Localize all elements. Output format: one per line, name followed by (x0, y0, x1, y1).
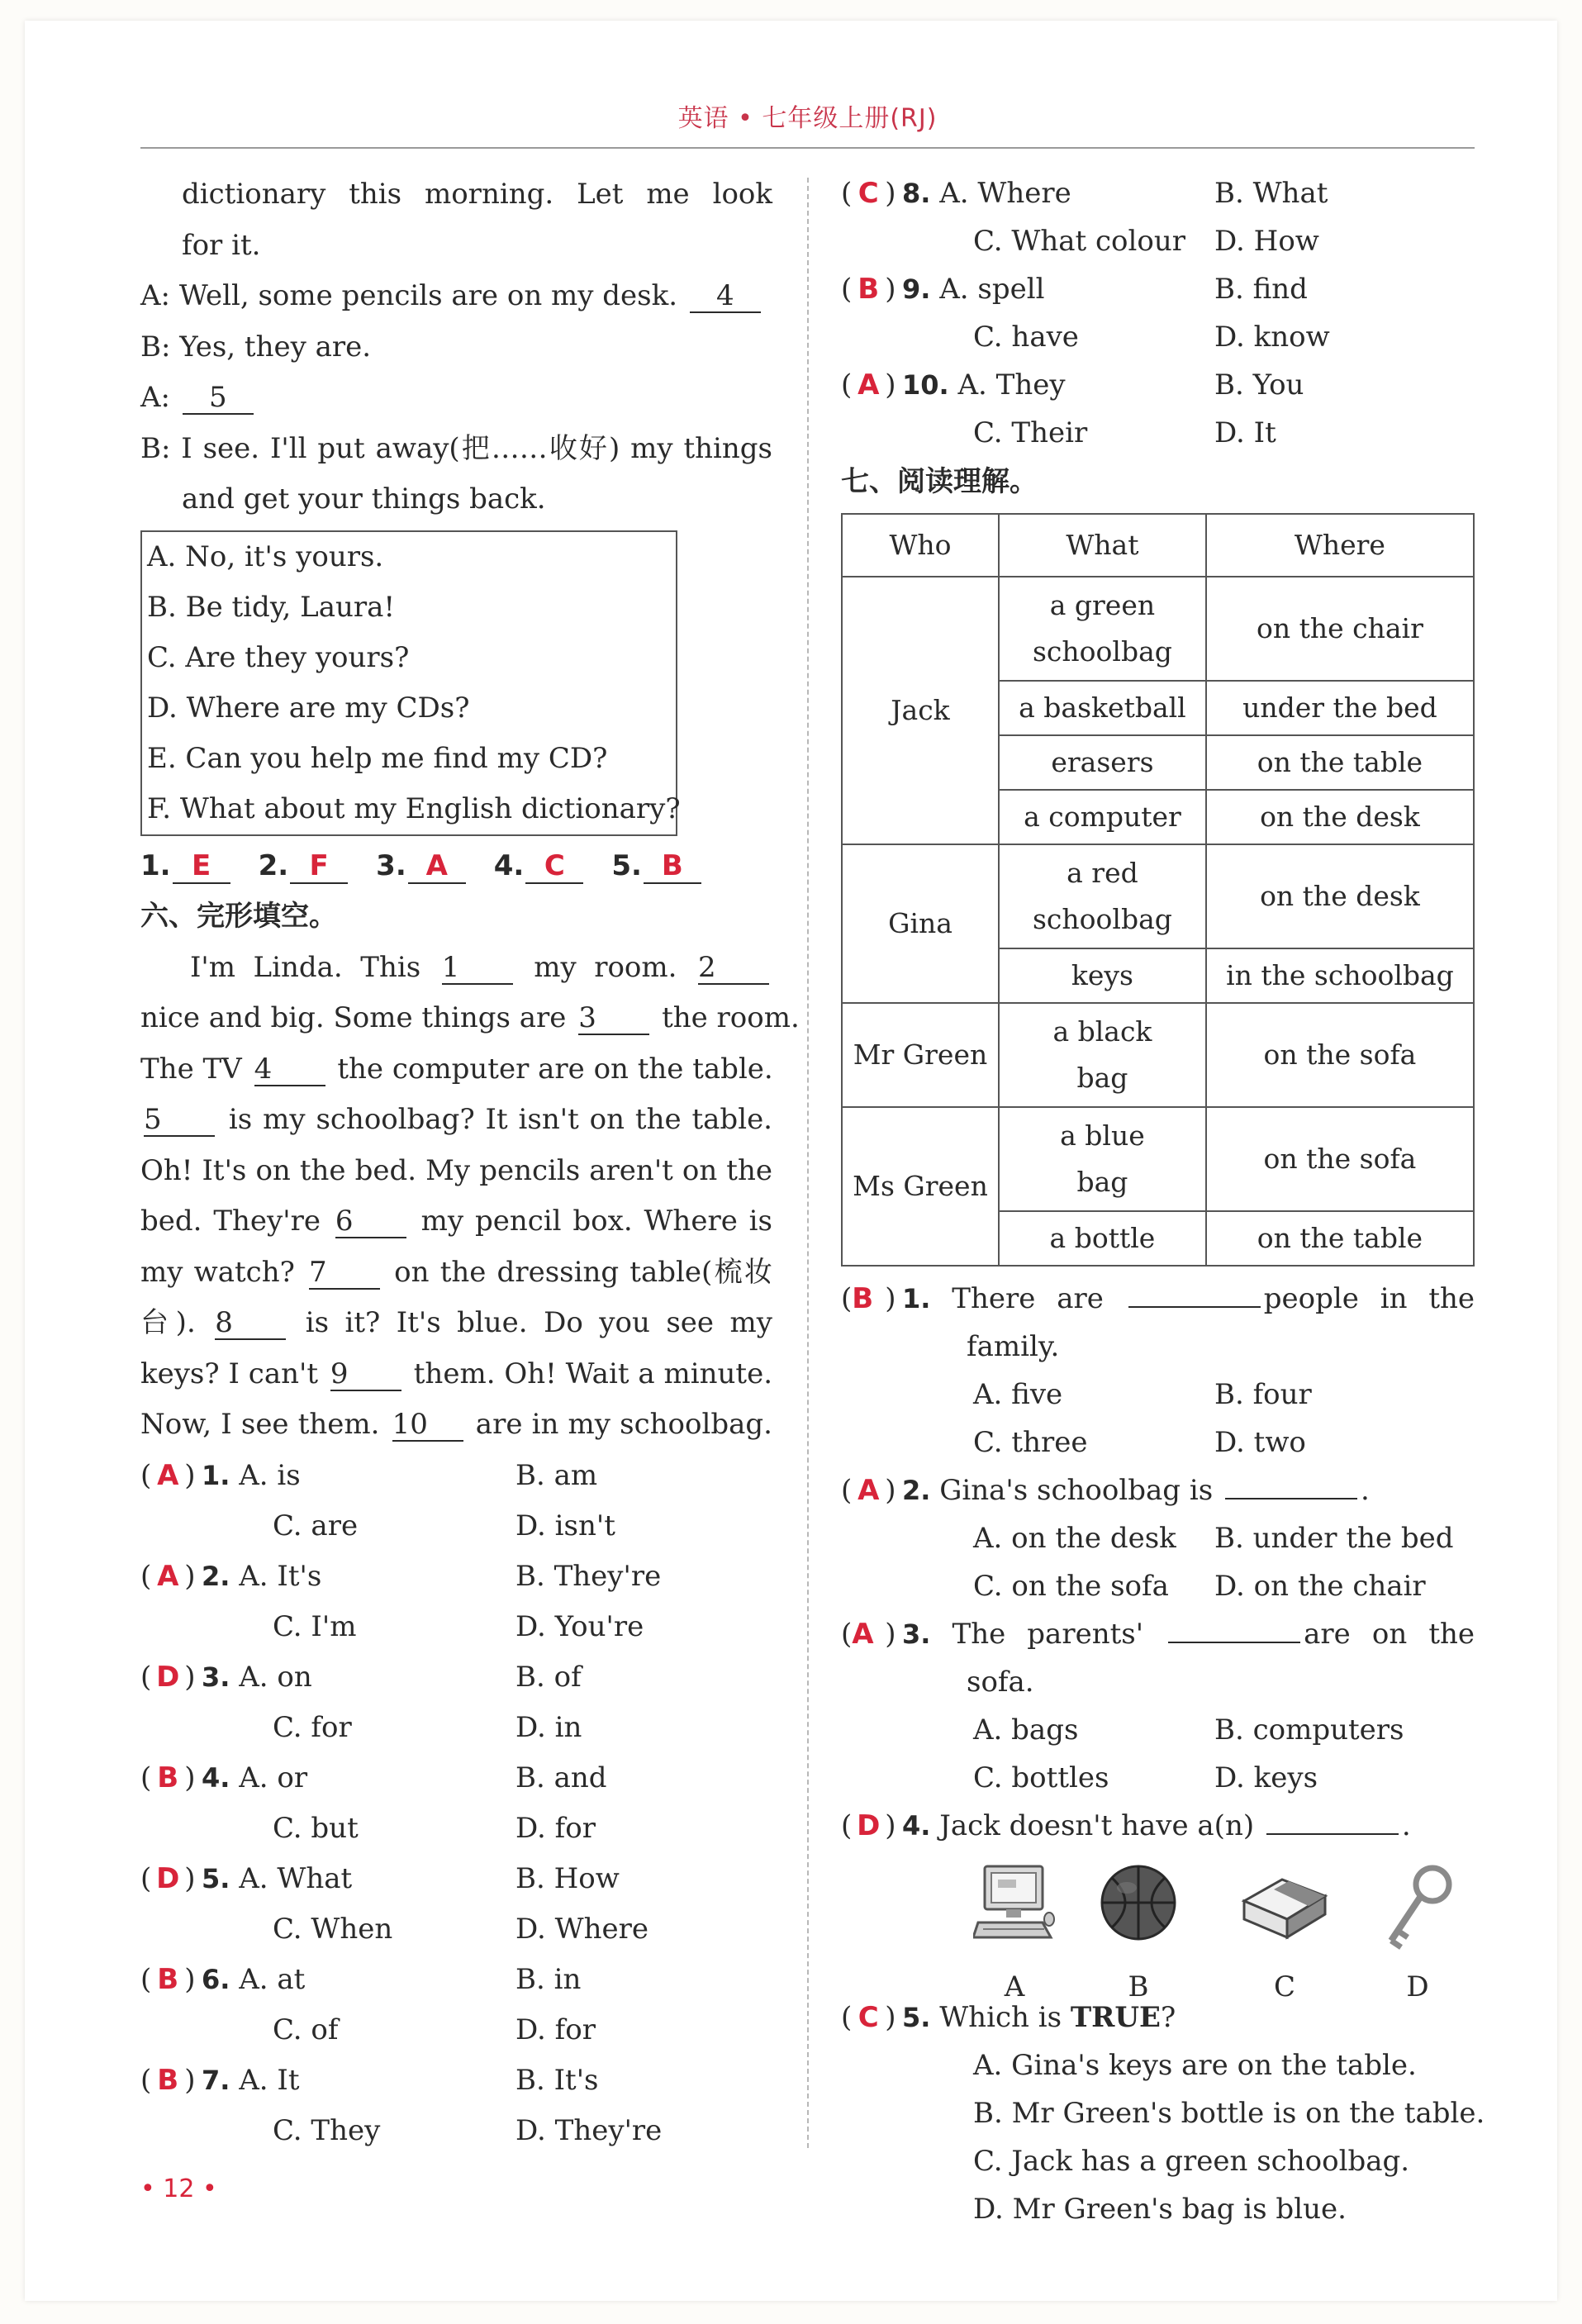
question-row (140, 1955, 772, 2005)
reading-option-row (841, 2137, 1475, 2185)
option-c: C. When (273, 1912, 393, 1946)
cloze-title: 六、完形填空。 (140, 900, 337, 933)
option-c: C. for (273, 1710, 352, 1744)
question-number: 2. (202, 1560, 230, 1592)
reading-title: 七、阅读理解。 (841, 465, 1038, 498)
cloze-blank: 3 (578, 1002, 649, 1035)
option-a: A. spell (939, 273, 1045, 306)
table-what-cell: a green schoolbag (999, 577, 1206, 681)
cloze-text: my pencil box. Where is (420, 1205, 772, 1238)
cloze-line (140, 1400, 772, 1451)
table-row (842, 1003, 1474, 1107)
reading-question-row (841, 1275, 1475, 1323)
option-d: D. in (515, 1710, 582, 1744)
table-row (842, 1107, 1474, 1211)
question-number: 1. (202, 1459, 230, 1491)
question-stem-end: ? (1160, 2000, 1176, 2034)
table-where-cell: on the desk (1206, 844, 1474, 948)
question-number: 9. (902, 273, 931, 305)
reading-option-row (841, 2089, 1485, 2137)
question-number: 3. (902, 1618, 931, 1650)
option-c: C. have (973, 321, 1079, 354)
option-item: A. No, it's yours. (147, 539, 384, 573)
question-blank (1128, 1306, 1261, 1308)
cloze-text: the room. (662, 1001, 800, 1034)
answer-letter: A (858, 1473, 880, 1507)
answer-letter: A (858, 368, 880, 402)
option-item: E. Can you help me find my CD? (147, 741, 608, 775)
option-b: B. What (1214, 177, 1328, 210)
dialogue-text: for it. (182, 228, 261, 262)
cloze-text: are in my schoolbag. (475, 1408, 772, 1441)
cloze-blank: 4 (254, 1053, 325, 1086)
image-label-a: A (1004, 1970, 1025, 2003)
option-d: D. You're (515, 1609, 644, 1643)
question-number: 7. (202, 2064, 230, 2096)
answer-number: 4. (493, 848, 525, 882)
option-d: D. on the chair (1214, 1569, 1426, 1603)
cloze-blank: 5 (144, 1104, 215, 1137)
cloze-text: them. Oh! Wait a minute. (413, 1357, 772, 1390)
option-c: C. three (973, 1425, 1088, 1459)
answer-value: E (173, 849, 230, 884)
answer-number: 2. (258, 848, 289, 882)
option-c: C. They (273, 2113, 381, 2147)
option-b: B. four (1214, 1377, 1312, 1411)
cloze-line (140, 1349, 772, 1400)
question-number: 5. (202, 1862, 230, 1894)
table-where-cell: under the bed (1206, 681, 1474, 735)
dialogue-blank: 4 (690, 280, 761, 313)
computer-icon (973, 1861, 1056, 1952)
cloze-line (140, 1248, 772, 1299)
dialogue-text: B: I see. I'll put away(把……收好) my things (140, 431, 772, 465)
cloze-line (140, 1044, 772, 1095)
answer-paren: ( C ) (841, 1994, 902, 2041)
option-c: C. Their (973, 416, 1088, 449)
answer-paren: ( B ) (140, 1955, 202, 2005)
table-who-cell: Gina (842, 844, 999, 1003)
question-row (841, 265, 1475, 313)
option-text: C. Jack has a green schoolbag. (973, 2144, 1410, 2178)
question-stem: Gina's schoolbag is (939, 1473, 1214, 1507)
answer-paren: ( A ) (140, 1451, 202, 1501)
answer-paren: ( B ) (841, 265, 902, 313)
answer-item (140, 849, 237, 882)
cloze-text: bed. They're (140, 1205, 321, 1238)
cloze-questions-left (140, 1451, 772, 2156)
image-label-c: C (1273, 1970, 1295, 2003)
question-stem-bold: TRUE (1070, 2000, 1161, 2034)
option-c: C. are (273, 1509, 359, 1542)
answer-number: 1. (140, 848, 171, 882)
dialogue-line (140, 271, 772, 322)
question-stem: The parents' (952, 1617, 1144, 1651)
option-c: C. of (273, 2013, 339, 2046)
table-row (842, 844, 1474, 948)
reading-question-cont (841, 1323, 1475, 1371)
dialogue-section (140, 169, 772, 525)
table-what-cell: a blue bag (999, 1107, 1206, 1211)
key-icon (1376, 1861, 1459, 1952)
question-number: 1. (902, 1282, 931, 1314)
table-where-cell: in the schoolbag (1206, 948, 1474, 1003)
answer-paren: ( D ) (140, 1652, 202, 1703)
table-who-cell: Jack (842, 577, 999, 844)
option-a: A. is (239, 1458, 301, 1492)
reading-option-row (841, 1371, 1475, 1419)
option-d: D. keys (1214, 1761, 1318, 1794)
option-d: D. They're (515, 2113, 663, 2147)
option-text: D. Mr Green's bag is blue. (973, 2192, 1347, 2226)
table-where-cell: on the table (1206, 735, 1474, 790)
answer-item (611, 849, 708, 882)
option-d: D. know (1214, 321, 1330, 354)
answer-letter: A (157, 1458, 179, 1492)
dialogue-text: B: Yes, they are. (140, 330, 372, 364)
question-number: 8. (902, 178, 931, 209)
reading-question-row (841, 1466, 1475, 1514)
question-row (140, 1753, 772, 1804)
answer-paren: ( D ) (140, 1854, 202, 1904)
answer-letter: B (858, 273, 880, 306)
cloze-line (140, 1146, 772, 1197)
option-b: B. How (515, 1861, 620, 1895)
answer-item (259, 849, 355, 882)
cloze-blank: 10 (392, 1409, 463, 1442)
dialogue-blank: 5 (183, 382, 254, 415)
table-what-cell: a basketball (999, 681, 1206, 735)
question-row (841, 169, 1475, 217)
question-row-cont (841, 409, 1475, 457)
option-d: D. Where (515, 1912, 649, 1946)
answer-value: C (525, 849, 583, 884)
cloze-blank: 6 (335, 1205, 406, 1238)
reading-option-row (841, 1706, 1475, 1754)
question-blank (1225, 1498, 1357, 1499)
cloze-questions-right (841, 169, 1475, 457)
option-c: C. What colour (973, 225, 1186, 258)
cloze-text: on the dressing table(梳妆 (394, 1255, 772, 1289)
table-what-cell: a black bag (999, 1003, 1206, 1107)
question-number: 5. (902, 2001, 931, 2033)
cloze-blank: 1 (442, 952, 513, 985)
dialogue-line (140, 373, 772, 424)
option-b: B. in (515, 1962, 582, 1996)
option-c: C. bottles (973, 1761, 1109, 1794)
question-stem: Which is (939, 2000, 1071, 2034)
answer-letter: D (156, 1861, 180, 1895)
header-title: 英语 • 七年级上册(RJ) (677, 104, 938, 133)
dialogue-text: and get your things back. (182, 482, 546, 516)
question-row-cont (841, 217, 1475, 265)
answer-paren: ( A ) (841, 1466, 902, 1514)
answer-letter: B (157, 2063, 179, 2097)
option-a: A. bags (973, 1713, 1079, 1747)
question-stem: Jack doesn't have a(n) (939, 1808, 1255, 1842)
answer-letter: D (857, 1808, 881, 1842)
answer-paren: ( A ) (841, 361, 902, 409)
eraser-icon (1239, 1861, 1330, 1944)
option-item: B. Be tidy, Laura! (147, 590, 396, 624)
option-a: A. They (957, 368, 1066, 402)
option-d: D. for (515, 2013, 596, 2046)
page-header (140, 97, 1475, 149)
answer-paren: ( C ) (841, 169, 902, 217)
table-header-row (842, 514, 1474, 577)
answer-letter: C (858, 2000, 879, 2034)
option-d: D. isn't (515, 1509, 615, 1542)
cloze-text: I'm Linda. This (190, 950, 421, 984)
info-table (841, 513, 1475, 1267)
cloze-passage (140, 943, 800, 1451)
table-where-cell: on the table (1206, 1211, 1474, 1266)
question-stem-end: are on the (1304, 1617, 1475, 1651)
dialogue-line (140, 322, 772, 373)
question-row-cont (140, 1703, 772, 1753)
options-box (140, 530, 681, 836)
question-blank (1266, 1833, 1399, 1835)
answer-letter: C (858, 177, 879, 210)
dialogue-line (140, 221, 772, 272)
option-b: B. and (515, 1761, 607, 1794)
table-who-cell: Ms Green (842, 1107, 999, 1266)
cloze-text: 台). (140, 1306, 196, 1339)
question-row-cont (140, 1904, 772, 1955)
reading-question-row (841, 1610, 1475, 1658)
answer-paren: (B ) (841, 1275, 902, 1323)
table-what-cell: a red schoolbag (999, 844, 1206, 948)
answer-item (376, 849, 473, 882)
left-column (140, 169, 800, 2156)
question-row-cont (140, 1501, 772, 1552)
question-blank (1168, 1642, 1300, 1643)
option-d: D. How (1214, 225, 1319, 258)
answer-value: B (644, 849, 701, 884)
cloze-line (140, 1298, 772, 1349)
answer-number: 3. (376, 848, 406, 882)
question-row (140, 1652, 772, 1703)
page-number: • 12 • (140, 2174, 217, 2203)
question-row-cont (140, 2106, 772, 2156)
answer-paren: ( B ) (140, 1753, 202, 1804)
cloze-blank: 9 (330, 1358, 401, 1391)
question-number: 10. (902, 369, 949, 401)
option-b: B. You (1214, 368, 1304, 402)
cloze-blank: 8 (215, 1307, 286, 1340)
answer-value: F (290, 849, 348, 884)
table-what-cell: erasers (999, 735, 1206, 790)
cloze-blank: 2 (698, 952, 769, 985)
cloze-line (140, 1196, 772, 1248)
reading-option-row (841, 1419, 1475, 1466)
option-a: A. It's (239, 1559, 322, 1593)
image-label-d: D (1406, 1970, 1429, 2003)
dialogue-line (140, 169, 772, 221)
cloze-line (140, 1095, 772, 1146)
table-header-cell: What (999, 514, 1206, 577)
table-where-cell: on the sofa (1206, 1003, 1474, 1107)
option-text: B. Mr Green's bottle is on the table. (973, 2096, 1485, 2130)
cloze-blank: 7 (309, 1257, 380, 1290)
option-d: D. for (515, 1811, 596, 1845)
option-a: A. at (239, 1962, 306, 1996)
table-what-cell: keys (999, 948, 1206, 1003)
option-a: A. on (239, 1660, 312, 1694)
right-column (841, 169, 1485, 2233)
answer-letter: B (157, 1761, 179, 1794)
reading-option-row (841, 1514, 1475, 1562)
answer-paren: ( D ) (841, 1802, 902, 1850)
option-c: C. but (273, 1811, 359, 1845)
table-header-cell: Where (1206, 514, 1474, 577)
question-row (140, 2055, 772, 2106)
reading-question-row (841, 1994, 1475, 2041)
question-stem: There are (952, 1281, 1104, 1315)
answer-letter: D (156, 1660, 180, 1694)
picture-options (841, 1861, 1475, 2003)
answer-letter: A (852, 1617, 874, 1651)
table-who-cell: Mr Green (842, 1003, 999, 1107)
question-number: 6. (202, 1963, 230, 1995)
question-row-cont (140, 2005, 772, 2055)
reading-question-cont (841, 1658, 1475, 1706)
answer-paren: ( B ) (140, 2055, 202, 2106)
answer-letter: B (157, 1962, 179, 1996)
dialogue-line (140, 474, 772, 525)
dialogue-text: A: Well, some pencils are on my desk. (140, 279, 678, 312)
answer-paren: (A ) (841, 1610, 902, 1658)
answer-item (494, 849, 591, 882)
option-a: A. What (239, 1861, 353, 1895)
answer-value: A (408, 849, 466, 884)
cloze-text: my room. (534, 950, 677, 984)
question-number: 2. (902, 1474, 931, 1506)
basketball-icon (1097, 1861, 1180, 1944)
column-divider (807, 178, 809, 2148)
dialogue-text: dictionary this morning. Let me look (182, 178, 772, 211)
question-number: 4. (202, 1761, 230, 1794)
question-stem-cont: family. (967, 1329, 1060, 1363)
reading-option-row (841, 1562, 1475, 1610)
option-item: D. Where are my CDs? (147, 691, 470, 725)
table-where-cell: on the sofa (1206, 1107, 1474, 1211)
option-a: A. five (973, 1377, 1063, 1411)
dialogue-text: A: (140, 381, 171, 414)
cloze-text: The TV (140, 1052, 242, 1086)
table-row (842, 577, 1474, 681)
question-row-cont (140, 1804, 772, 1854)
option-d: D. It (1214, 416, 1276, 449)
cloze-text: is my schoolbag? It isn't on the table. (228, 1103, 772, 1136)
reading-questions (841, 1275, 1475, 1850)
question-row (140, 1552, 772, 1602)
option-b: B. They're (515, 1559, 662, 1593)
cloze-text: Now, I see them. (140, 1408, 380, 1441)
dialogue-line (140, 424, 772, 475)
option-a: A. Where (939, 177, 1071, 210)
option-b: B. computers (1214, 1713, 1404, 1747)
cloze-text: Oh! It's on the bed. My pencils aren't on the (140, 1153, 772, 1187)
question-stem-end: . (1360, 1473, 1370, 1507)
table-header-cell: Who (842, 514, 999, 577)
cloze-line (140, 993, 800, 1044)
question-number: 4. (902, 1809, 931, 1842)
answer-number: 5. (611, 848, 642, 882)
question-row (841, 361, 1475, 409)
question-number: 3. (202, 1661, 230, 1693)
cloze-text: is it? It's blue. Do you see my (305, 1306, 772, 1339)
reading-option-row (841, 2185, 1475, 2233)
question-stem-cont: sofa. (967, 1665, 1034, 1699)
cloze-text: keys? I can't (140, 1357, 319, 1390)
image-label-b: B (1128, 1970, 1149, 2003)
table-what-cell: a computer (999, 790, 1206, 844)
option-a: A. or (239, 1761, 308, 1794)
cloze-line (140, 943, 772, 994)
answer-paren: ( A ) (140, 1552, 202, 1602)
option-b: B. It's (515, 2063, 599, 2097)
cloze-text: nice and big. Some things are (140, 1001, 567, 1034)
option-d: D. two (1214, 1425, 1306, 1459)
question-stem-end: . (1401, 1808, 1411, 1842)
answers-row (140, 841, 772, 892)
option-item: C. Are they yours? (147, 640, 410, 674)
table-what-cell: a bottle (999, 1211, 1206, 1266)
option-c: C. I'm (273, 1609, 357, 1643)
option-c: C. on the sofa (973, 1569, 1169, 1603)
option-a: A. It (239, 2063, 300, 2097)
question-row (140, 1854, 772, 1904)
option-b: B. find (1214, 273, 1308, 306)
option-b: B. am (515, 1458, 598, 1492)
answer-letter: B (852, 1281, 874, 1315)
reading-question-5 (841, 1994, 1485, 2233)
cloze-text: the computer are on the table. (337, 1052, 773, 1086)
question-row-cont (140, 1602, 772, 1652)
reading-option-row (841, 2041, 1475, 2089)
question-stem-end: people in the (1263, 1281, 1475, 1315)
option-item: F. What about my English dictionary? (147, 791, 681, 825)
reading-option-row (841, 1754, 1475, 1802)
option-text: A. Gina's keys are on the table. (973, 2048, 1417, 2082)
answer-letter: A (157, 1559, 179, 1593)
option-a: A. on the desk (973, 1521, 1176, 1555)
option-b: B. of (515, 1660, 582, 1694)
option-b: B. under the bed (1214, 1521, 1454, 1555)
table-where-cell: on the desk (1206, 790, 1474, 844)
question-row-cont (841, 313, 1475, 361)
question-row (140, 1451, 772, 1501)
cloze-text: my watch? (140, 1255, 295, 1289)
table-where-cell: on the chair (1206, 577, 1474, 681)
reading-question-row (841, 1802, 1475, 1850)
